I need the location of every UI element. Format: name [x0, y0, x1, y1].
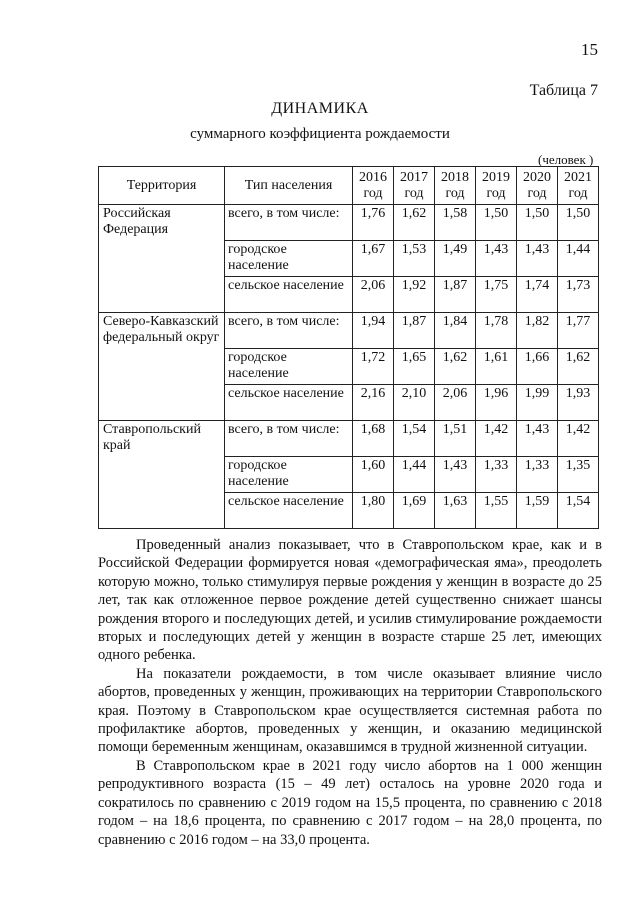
rate-value-cell: 1,50	[558, 205, 599, 241]
table-header-row	[99, 167, 599, 205]
document-title: ДИНАМИКА	[271, 100, 369, 117]
rate-value-cell: 1,87	[394, 313, 435, 349]
rate-value-cell: 1,68	[353, 421, 394, 457]
rate-value-cell: 1,77	[558, 313, 599, 349]
header-year-suffix: год	[445, 185, 465, 201]
header-year-2017	[394, 167, 435, 205]
population-type-cell: сельское население	[225, 277, 353, 313]
rate-value-cell: 1,62	[394, 205, 435, 241]
rate-value-cell: 1,87	[435, 277, 476, 313]
rate-value-cell: 1,43	[517, 421, 558, 457]
rate-value-cell: 1,58	[435, 205, 476, 241]
header-year-value: 2016	[359, 169, 387, 185]
population-type-cell: городское население	[225, 457, 353, 493]
rate-value-cell: 2,10	[394, 385, 435, 421]
rate-value-cell: 1,82	[517, 313, 558, 349]
header-year-value: 2021	[564, 169, 592, 185]
header-population-type: Тип населения	[225, 167, 353, 205]
rate-value-cell: 1,33	[517, 457, 558, 493]
rate-value-cell: 1,63	[435, 493, 476, 529]
rate-value-cell: 1,96	[476, 385, 517, 421]
territory-cell: Ставропольский край	[99, 421, 225, 529]
population-type-cell: всего, в том числе:	[225, 313, 353, 349]
rate-value-cell: 1,55	[476, 493, 517, 529]
table-label: Таблица 7	[529, 82, 598, 99]
unit-note: (человек )	[538, 152, 594, 167]
rate-value-cell: 1,54	[394, 421, 435, 457]
header-year-suffix: год	[527, 185, 547, 201]
rate-value-cell: 1,84	[435, 313, 476, 349]
rate-value-cell: 1,80	[353, 493, 394, 529]
rate-value-cell: 1,66	[517, 349, 558, 385]
header-year-suffix: год	[404, 185, 424, 201]
header-year-2021	[558, 167, 599, 205]
header-year-2019	[476, 167, 517, 205]
header-year-value: 2017	[400, 169, 428, 185]
rate-value-cell: 1,51	[435, 421, 476, 457]
population-type-cell: сельское население	[225, 493, 353, 529]
rate-value-cell: 1,60	[353, 457, 394, 493]
rate-value-cell: 1,94	[353, 313, 394, 349]
rate-value-cell: 1,43	[435, 457, 476, 493]
table-row	[99, 313, 599, 349]
rate-value-cell: 1,69	[394, 493, 435, 529]
rate-value-cell: 1,67	[353, 241, 394, 277]
header-year-suffix: год	[568, 185, 588, 201]
rate-value-cell: 1,78	[476, 313, 517, 349]
header-year-suffix: год	[486, 185, 506, 201]
rate-value-cell: 1,59	[517, 493, 558, 529]
rate-value-cell: 2,06	[353, 277, 394, 313]
rate-value-cell: 1,62	[558, 349, 599, 385]
population-type-cell: городское население	[225, 349, 353, 385]
body-text	[98, 536, 602, 849]
rate-value-cell: 1,92	[394, 277, 435, 313]
population-type-cell: сельское население	[225, 385, 353, 421]
rate-value-cell: 1,74	[517, 277, 558, 313]
table-body	[99, 205, 599, 529]
table-row	[99, 205, 599, 241]
header-year-value: 2019	[482, 169, 510, 185]
rate-value-cell: 1,73	[558, 277, 599, 313]
rate-value-cell: 1,62	[435, 349, 476, 385]
territory-cell: Российская Федерация	[99, 205, 225, 313]
rate-value-cell: 1,43	[476, 241, 517, 277]
header-year-2016	[353, 167, 394, 205]
paragraph: Проведенный анализ показывает, что в Ставропольском крае, как и в Российской Федерации формируется новая «демографическая яма», преодолеть которую можно, только стимулируя первые рождения у женщин в возрасте до 25 лет, так как отложенное первое рождение детей существенно снижает шансы рождения второго и последующих детей, и усилив стимулирование рождаемости вторых и последующих детей у женщин в возрасте старше 25 лет, имеющих одного ребенка.	[98, 537, 602, 664]
table-row	[99, 421, 599, 457]
rate-value-cell: 1,72	[353, 349, 394, 385]
header-year-value: 2018	[441, 169, 469, 185]
population-type-cell: всего, в том числе:	[225, 205, 353, 241]
rate-value-cell: 1,50	[517, 205, 558, 241]
paragraph: В Ставропольском крае в 2021 году число абортов на 1 000 женщин репродуктивного возраста (15 – 49 лет) осталось на уровне 2020 года и сократилось по сравнению с 2019 годом на 15,5 процента, по сравнению с 2018 годом – на 18,6 процента, по сравнению с 2017 годом – на 28,0 процента, по сравнению с 2016 годом – на 33,0 процента.	[98, 757, 602, 848]
population-type-cell: городское население	[225, 241, 353, 277]
rate-value-cell: 1,42	[558, 421, 599, 457]
rate-value-cell: 1,44	[394, 457, 435, 493]
table-header	[99, 167, 599, 205]
header-year-2018	[435, 167, 476, 205]
population-type-cell: всего, в том числе:	[225, 421, 353, 457]
rate-value-cell: 1,35	[558, 457, 599, 493]
rate-value-cell: 2,16	[353, 385, 394, 421]
rate-value-cell: 1,93	[558, 385, 599, 421]
paragraph: На показатели рождаемости, в том числе оказывает влияние число абортов, проведенных у женщин, проживающих на территории Ставропольского края. Поэтому в Ставропольском крае осуществляется системная работа по профилактике абортов, проведенных у женщин, и оказанию медицинской помощи беременным женщинам, оказавшимся в трудной жизненной ситуации.	[98, 665, 602, 756]
rate-value-cell: 1,50	[476, 205, 517, 241]
page-number: 15	[581, 40, 598, 59]
rate-value-cell: 1,42	[476, 421, 517, 457]
rate-value-cell: 1,75	[476, 277, 517, 313]
header-year-value: 2020	[523, 169, 551, 185]
rate-value-cell: 1,76	[353, 205, 394, 241]
header-territory: Территория	[99, 167, 225, 205]
rate-value-cell: 1,54	[558, 493, 599, 529]
rate-value-cell: 1,65	[394, 349, 435, 385]
rate-value-cell: 1,43	[517, 241, 558, 277]
rate-value-cell: 1,53	[394, 241, 435, 277]
header-year-suffix: год	[363, 185, 383, 201]
header-year-2020	[517, 167, 558, 205]
rate-value-cell: 1,61	[476, 349, 517, 385]
rate-value-cell: 1,99	[517, 385, 558, 421]
territory-cell: Северо-Кавказский федеральный округ	[99, 313, 225, 421]
rate-value-cell: 1,49	[435, 241, 476, 277]
rate-value-cell: 1,33	[476, 457, 517, 493]
rate-value-cell: 2,06	[435, 385, 476, 421]
document-subtitle: суммарного коэффициента рождаемости	[190, 126, 450, 142]
fertility-rate-table	[98, 166, 599, 529]
rate-value-cell: 1,44	[558, 241, 599, 277]
